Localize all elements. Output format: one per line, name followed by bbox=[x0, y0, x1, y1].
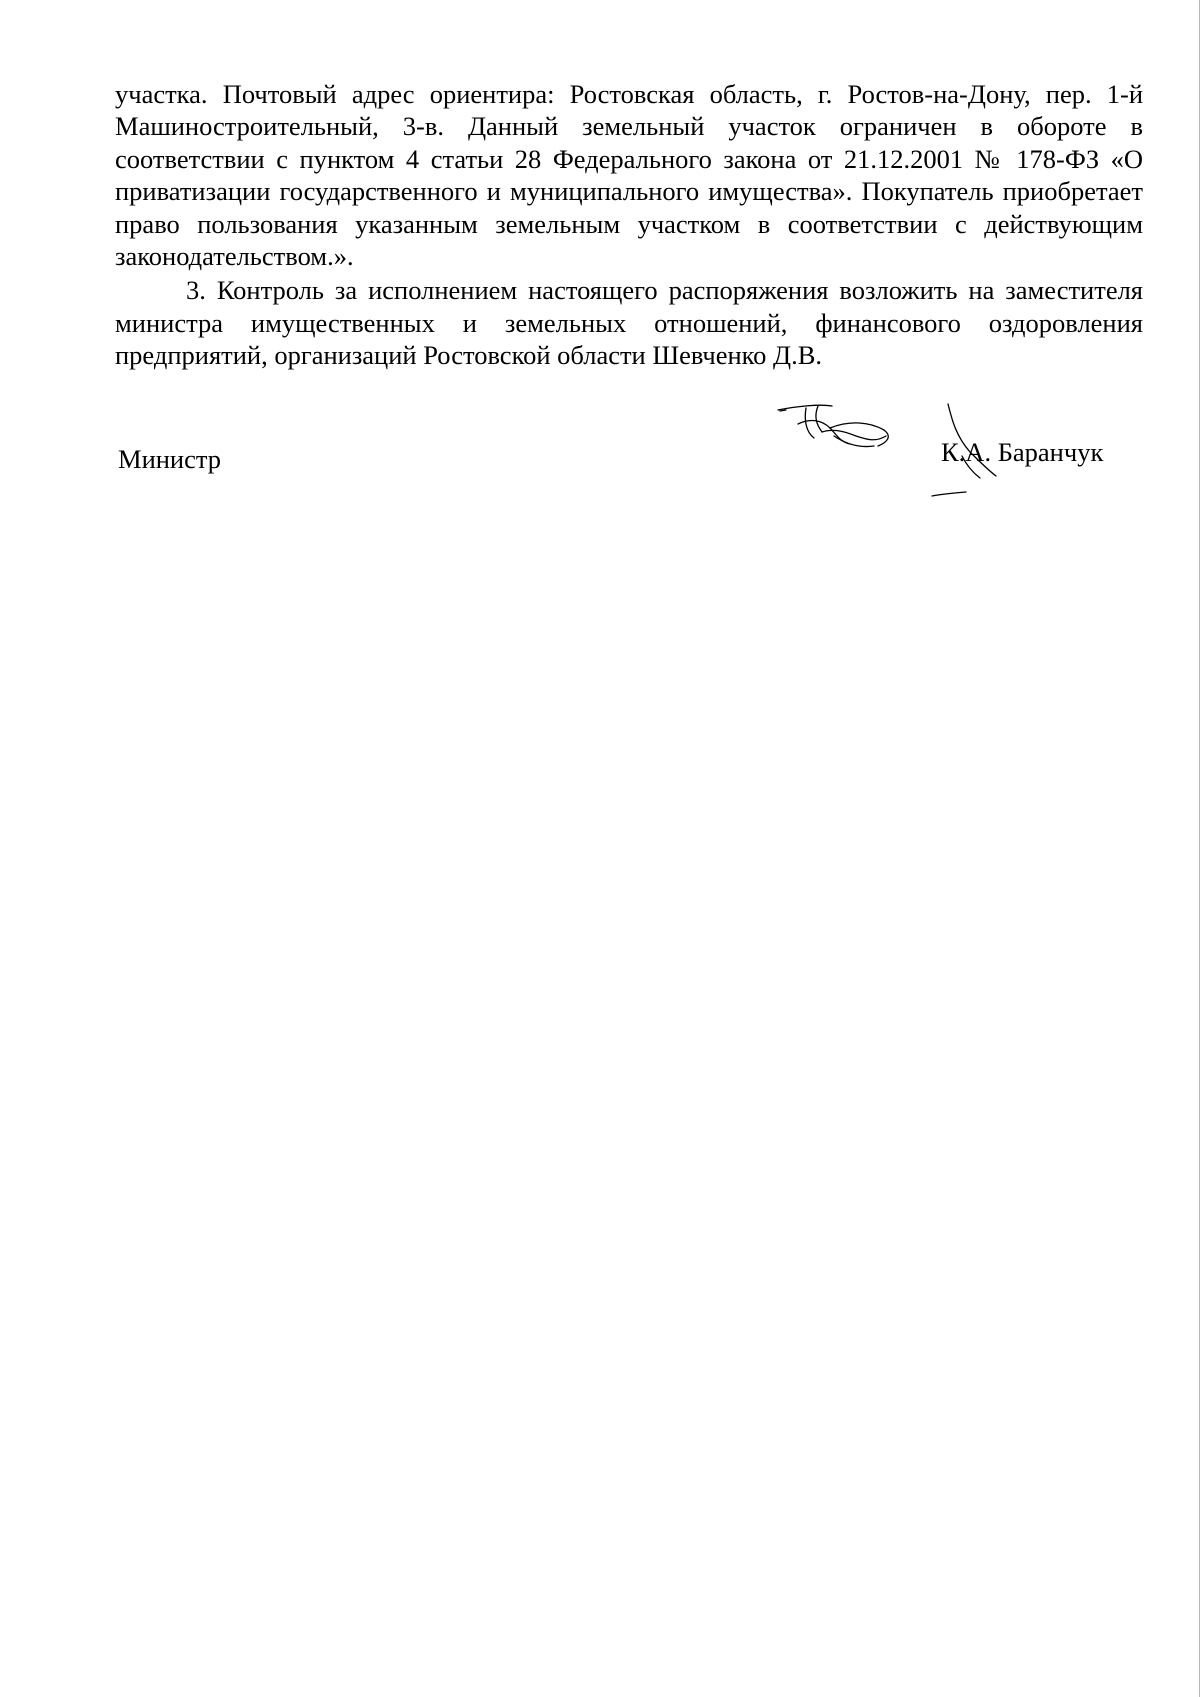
paragraph-control-clause: 3. Контроль за исполнением настоящего распоряжения возложить на заместителя министра имущественных и земельных отношений, финансового оздоровления предприятий, организаций Ростовской области Шевченко Д.В. bbox=[115, 275, 1143, 371]
handwritten-signature bbox=[770, 398, 1030, 508]
document-body bbox=[115, 78, 1143, 372]
signer-name: К.А. Баранчук bbox=[941, 437, 1104, 467]
signer-role: Министр bbox=[118, 444, 222, 474]
paragraph-land-plot-clause: участка. Почтовый адрес ориентира: Ростовская область, г. Ростов-на-Дону, пер. 1-й Машиностроительный, 3-в. Данный земельный участок ограничен в обороте в соответствии с пунктом 4 статьи 28 Федерального закона от 21.12.2001 № 178-ФЗ «О приватизации государственного и муниципального имущества». Покупатель приобретает право пользования указанным земельным участком в соответствии с действующим законодательством.». bbox=[115, 79, 1143, 272]
